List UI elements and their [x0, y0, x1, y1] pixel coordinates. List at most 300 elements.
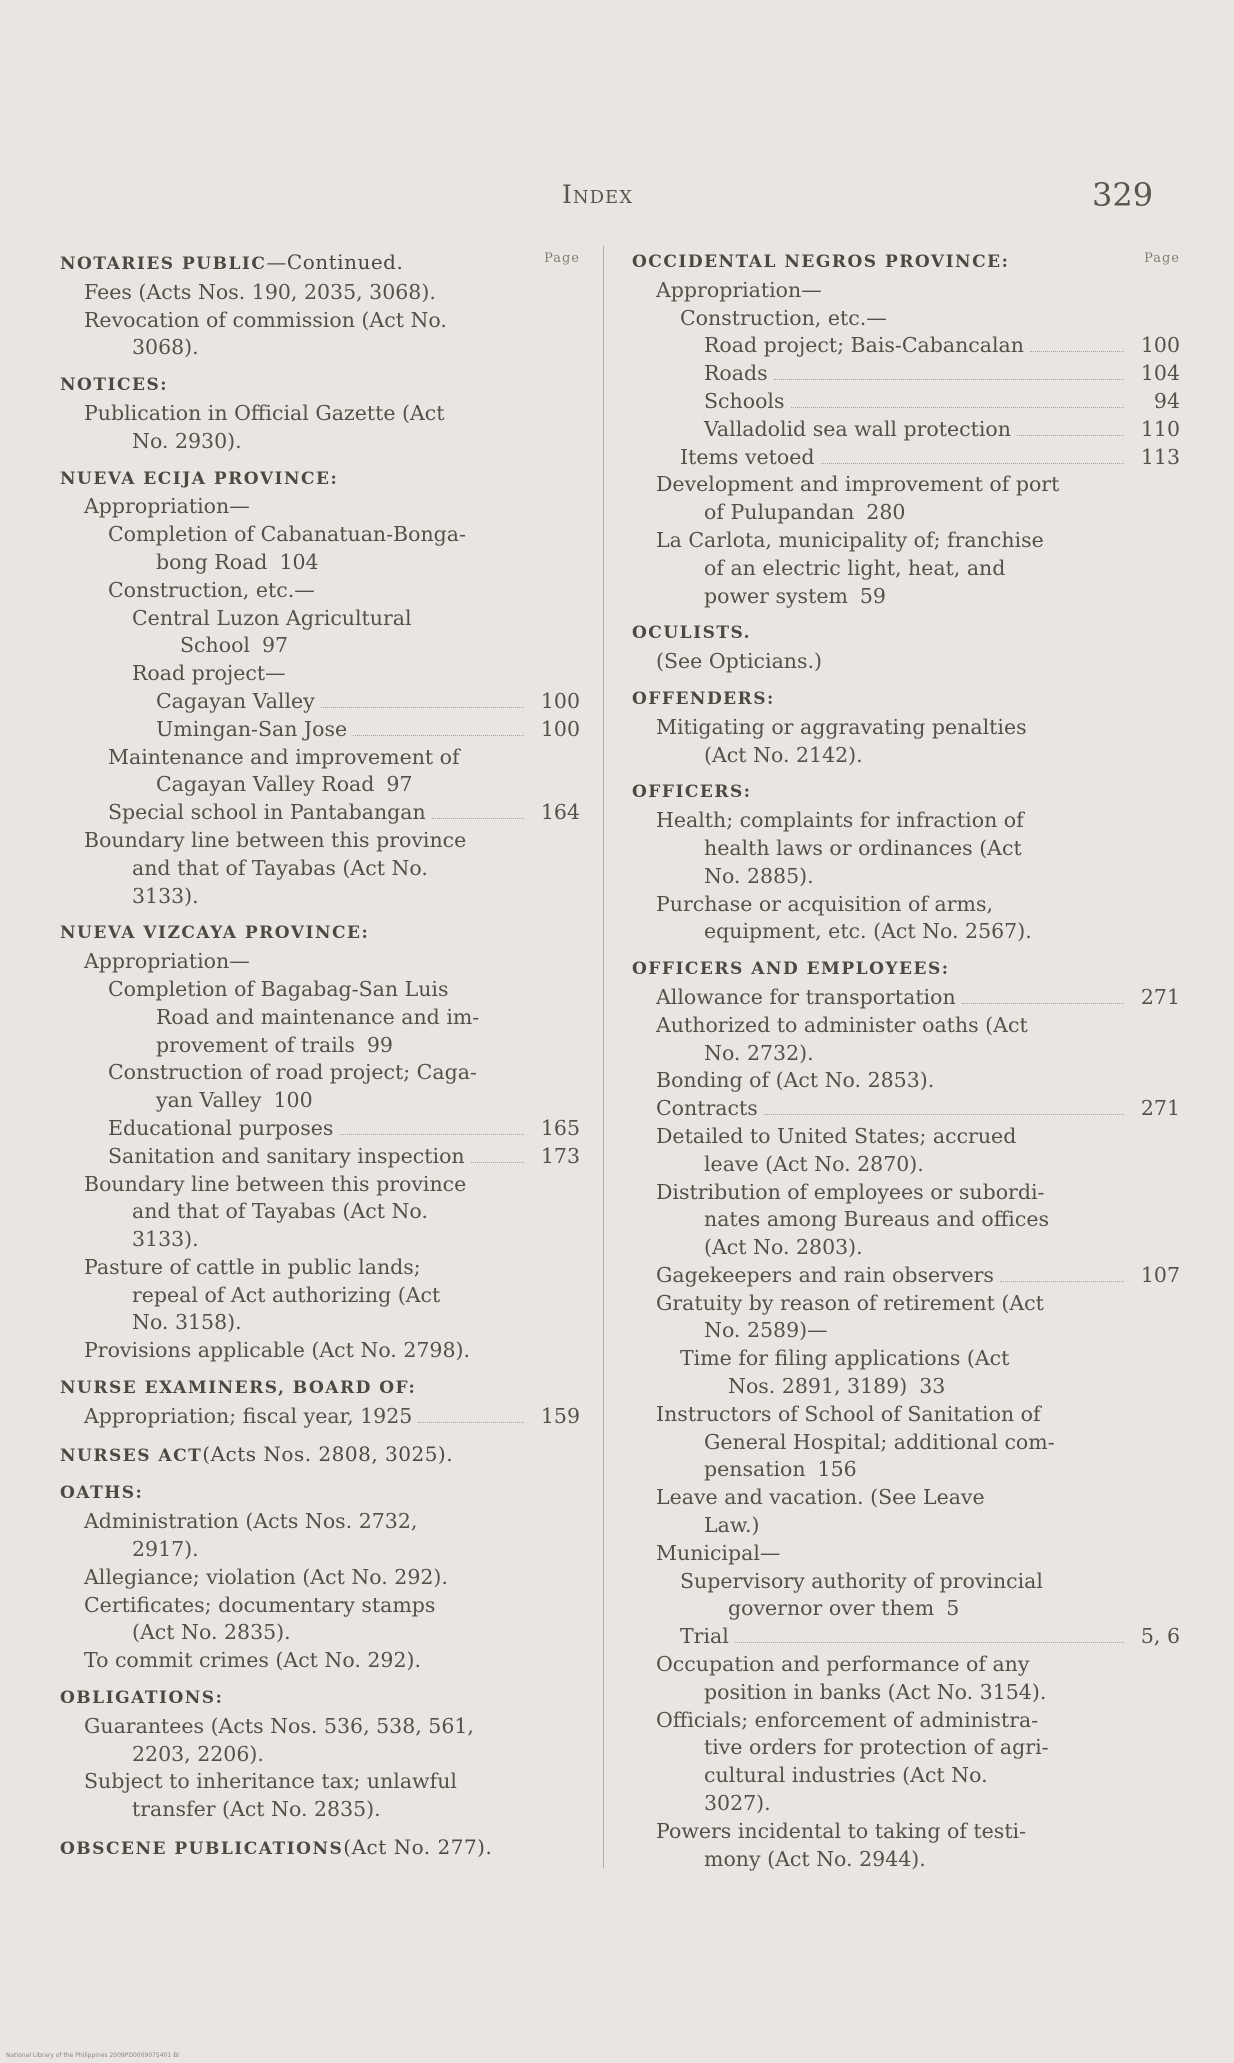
leader-dots [735, 1642, 1124, 1643]
entry-text: Completion of Cabanatuan-Bonga- [108, 522, 466, 547]
entry-line [680, 444, 1180, 472]
index-entry [60, 1171, 580, 1254]
footer-credit: National Library of the Philippines 2009PD0009075401 BI [6, 2052, 179, 2059]
heading-text: OBSCENE PUBLICATIONS [60, 1839, 344, 1860]
entry-line [656, 1151, 1180, 1179]
entry-line [84, 855, 580, 883]
entry-line [656, 1707, 1180, 1735]
entry-text: Purchase or acquisition of arms, [656, 891, 993, 916]
index-entry [60, 1592, 580, 1648]
index-heading [632, 686, 1180, 714]
heading-text: NURSE EXAMINERS, BOARD OF: [60, 1378, 417, 1399]
page-reference: 97 [261, 633, 289, 658]
index-entry [632, 1540, 1180, 1568]
index-entry [632, 1707, 1180, 1818]
index-entry [60, 799, 580, 827]
page-reference: 164 [540, 800, 580, 825]
entry-text: Road project— [132, 661, 286, 686]
index-entry [60, 688, 580, 716]
index-heading [60, 1834, 580, 1864]
entry-line [656, 1206, 1180, 1234]
entry-line [656, 499, 1180, 527]
heading-text: OFFENDERS: [632, 688, 775, 709]
entry-line [656, 471, 1180, 499]
entry-line [84, 1647, 580, 1675]
page-reference: 5 [946, 1596, 960, 1621]
entry-text: Authorized to administer oaths (Act [656, 1012, 1028, 1037]
leader-dots [764, 1114, 1124, 1115]
entry-line [656, 1651, 1180, 1679]
entry-line [656, 1401, 1180, 1429]
index-entry [632, 1818, 1180, 1874]
entry-line [656, 863, 1180, 891]
index-entry [632, 527, 1180, 610]
entry-line [84, 1592, 580, 1620]
index-entry [60, 279, 580, 307]
index-entry [60, 1254, 580, 1337]
index-heading [60, 1441, 580, 1471]
index-entry [60, 976, 580, 1059]
heading-text: OATHS: [60, 1483, 144, 1504]
index-heading [632, 779, 1180, 807]
entry-text: Development and improvement of port [656, 472, 1060, 497]
index-entry [632, 332, 1180, 360]
entry-text: Schools [704, 388, 785, 413]
leader-dots [1000, 1281, 1124, 1282]
entry-line [132, 660, 580, 688]
index-entry [632, 1623, 1180, 1651]
entry-text: No. 3158). [132, 1310, 242, 1335]
entry-line [680, 305, 1180, 333]
entry-line [656, 1123, 1180, 1151]
index-entry [632, 1012, 1180, 1068]
index-entry [60, 1768, 580, 1824]
page-reference: 97 [386, 772, 413, 797]
page-reference: 100 [1140, 333, 1180, 358]
index-entry [632, 416, 1180, 444]
entry-line [84, 1254, 580, 1282]
entry-text: 3068). [132, 335, 199, 360]
entry-line [656, 648, 1180, 676]
entry-line [84, 1309, 580, 1337]
entry-line [156, 716, 580, 744]
entry-line [656, 1734, 1180, 1762]
index-entry [632, 1345, 1180, 1401]
index-entry [632, 807, 1180, 890]
entry-text: Roads [704, 361, 768, 386]
entry-line [84, 1796, 580, 1824]
index-entry [60, 400, 580, 456]
entry-line [680, 1373, 1180, 1401]
right-column [632, 243, 1180, 1873]
entry-text: Maintenance and improvement of [108, 744, 460, 769]
heading-tail: (Acts Nos. 2808, 3025). [202, 1441, 454, 1466]
page-reference: 159 [540, 1403, 580, 1428]
entry-text: mony (Act No. 2944). [704, 1846, 926, 1871]
page-reference: 100 [540, 688, 580, 713]
index-entry [632, 1651, 1180, 1707]
entry-line [84, 307, 580, 335]
page-reference: 100 [273, 1088, 313, 1113]
entry-text: (See Opticians.) [656, 649, 823, 674]
entry-text: position in banks (Act No. 3154). [704, 1679, 1047, 1704]
page-reference: 165 [540, 1115, 580, 1140]
entry-text: La Carlota, municipality of; franchise [656, 527, 1044, 552]
entry-line [84, 1564, 580, 1592]
page-reference: 5, 6 [1140, 1624, 1180, 1649]
entry-text: Pasture of cattle in public lands; [84, 1254, 421, 1279]
entry-line [84, 279, 580, 307]
index-entry [60, 577, 580, 605]
right-index-list [632, 249, 1180, 1873]
entry-line [656, 714, 1180, 742]
index-entry [632, 714, 1180, 770]
entry-line [656, 1179, 1180, 1207]
entry-text: Sanitation and sanitary inspection [108, 1143, 465, 1168]
entry-text: cultural industries (Act No. [704, 1763, 988, 1788]
entry-line [84, 1403, 580, 1431]
entry-line [84, 1713, 580, 1741]
entry-text: Powers incidental to taking of testi- [656, 1818, 1027, 1843]
page-reference: 107 [1140, 1262, 1180, 1287]
index-entry [632, 444, 1180, 472]
page-reference: 99 [366, 1032, 393, 1057]
entry-line [84, 883, 580, 911]
heading-text: NOTICES: [60, 375, 168, 396]
heading-text: OFFICERS: [632, 782, 752, 803]
index-entry [632, 1262, 1180, 1290]
entry-text: Publication in Official Gazette (Act [84, 400, 445, 425]
entry-line [108, 1032, 580, 1060]
entry-line [656, 1317, 1180, 1345]
heading-text: OCCIDENTAL NEGROS PROVINCE: [632, 252, 1010, 272]
index-entry [632, 984, 1180, 1012]
entry-text: Subject to inheritance tax; unlawful [84, 1769, 457, 1794]
entry-text: Instructors of School of Sanitation of [656, 1401, 1041, 1426]
entry-line [84, 1198, 580, 1226]
entry-line [84, 1741, 580, 1769]
index-heading [632, 249, 1180, 277]
entry-line [84, 428, 580, 456]
index-entry [632, 891, 1180, 947]
entry-line [108, 577, 580, 605]
index-entry [632, 1484, 1180, 1540]
index-entry [60, 1508, 580, 1564]
entry-line [132, 605, 580, 633]
entry-line [84, 493, 580, 521]
entry-text: equipment, etc. (Act No. 2567). [704, 919, 1032, 944]
page-reference: 104 [279, 549, 319, 574]
entry-text: Detailed to United States; accrued [656, 1123, 1017, 1148]
page-reference: 94 [1153, 388, 1180, 413]
entry-text: Road project; Bais-Cabancalan [704, 333, 1024, 358]
index-heading [632, 620, 1180, 648]
entry-text: power system [704, 583, 848, 608]
entry-text: Appropriation; fiscal year, 1925 [84, 1403, 413, 1428]
entry-line [704, 388, 1180, 416]
entry-line [84, 1768, 580, 1796]
entry-text: Revocation of commission (Act No. [84, 307, 447, 332]
index-entry [60, 744, 580, 800]
entry-text: Gagekeepers and rain observers [656, 1262, 994, 1287]
entry-text: Occupation and performance of any [656, 1652, 1030, 1677]
heading-tail: (Act No. 277). [343, 1835, 493, 1860]
index-entry [632, 388, 1180, 416]
entry-line [656, 1679, 1180, 1707]
page-reference: 100 [540, 716, 580, 741]
page-header [0, 176, 1234, 216]
entry-line [704, 332, 1180, 360]
entry-line [656, 555, 1180, 583]
index-entry [632, 471, 1180, 527]
index-entry [632, 1067, 1180, 1095]
index-entry [632, 305, 1180, 333]
entry-line [656, 1818, 1180, 1846]
index-entry [60, 493, 580, 521]
index-heading [60, 920, 580, 948]
entry-text: 3027). [704, 1791, 771, 1816]
index-entry [60, 1713, 580, 1769]
leader-dots [418, 1422, 524, 1423]
entry-line [108, 549, 580, 577]
index-heading [60, 466, 580, 494]
entry-line [84, 827, 580, 855]
entry-line [84, 400, 580, 428]
entry-line [84, 1536, 580, 1564]
entry-text: Law.) [704, 1513, 760, 1538]
entry-text: pensation [704, 1457, 806, 1482]
page-reference: 271 [1140, 1096, 1180, 1121]
index-entry [60, 1647, 580, 1675]
entry-text: Appropriation— [656, 277, 822, 302]
entry-text: Appropriation— [84, 949, 250, 974]
leader-dots [1017, 435, 1124, 436]
index-entry [60, 605, 580, 661]
page-number: 329 [1092, 176, 1154, 214]
entry-text: Cagayan Valley Road [156, 772, 375, 797]
entry-line [656, 835, 1180, 863]
entry-text: Mitigating or aggravating penalties [656, 714, 1027, 739]
index-entry [632, 1179, 1180, 1262]
entry-line [656, 1540, 1180, 1568]
entry-line [656, 1234, 1180, 1262]
page-reference: 173 [540, 1143, 580, 1168]
leader-dots [962, 1003, 1124, 1004]
entry-text: Gratuity by reason of retirement (Act [656, 1290, 1044, 1315]
leader-dots [432, 818, 524, 819]
index-entry [632, 1095, 1180, 1123]
entry-text: 3133). [132, 1227, 199, 1252]
entry-text: Construction, etc.— [108, 577, 315, 602]
entry-text: Umingan-San Jose [156, 716, 348, 741]
heading-text: NOTARIES PUBLIC [60, 254, 267, 274]
index-entry [60, 1403, 580, 1431]
entry-line [680, 1623, 1180, 1651]
entry-text: Central Luzon Agricultural [132, 605, 412, 630]
page-column-label: Page [544, 251, 580, 266]
entry-line [656, 1290, 1180, 1318]
entry-line [656, 583, 1180, 611]
entry-line [656, 891, 1180, 919]
entry-line [84, 1337, 580, 1365]
entry-line [656, 1790, 1180, 1818]
index-entry [60, 1143, 580, 1171]
entry-text: Appropriation— [84, 494, 250, 519]
entry-line [704, 360, 1180, 388]
page-reference: 156 [817, 1457, 857, 1482]
left-index-list [60, 249, 580, 1864]
index-entry [632, 1568, 1180, 1624]
entry-text: Health; complaints for infraction of [656, 808, 1024, 833]
entry-text: To commit crimes (Act No. 292). [84, 1648, 422, 1673]
index-entry [60, 1115, 580, 1143]
entry-line [108, 521, 580, 549]
entry-line [108, 1059, 580, 1087]
entry-text: Fees (Acts Nos. 190, 2035, 3068). [84, 279, 436, 304]
entry-line [680, 1595, 1180, 1623]
index-entry [632, 277, 1180, 305]
entry-line [656, 1012, 1180, 1040]
entry-line [156, 688, 580, 716]
entry-text: 2917). [132, 1537, 199, 1562]
entry-text: 2203, 2206). [132, 1741, 264, 1766]
entry-line [656, 807, 1180, 835]
heading-text: OCULISTS. [632, 623, 752, 644]
entry-text: (Act No. 2835). [132, 1620, 291, 1645]
entry-text: Special school in Pantabangan [108, 800, 426, 825]
entry-line [656, 1456, 1180, 1484]
entry-text: No. 2930). [132, 428, 242, 453]
entry-line [108, 1004, 580, 1032]
entry-text: yan Valley [156, 1088, 262, 1113]
entry-text: Certificates; documentary stamps [84, 1592, 436, 1617]
entry-text: General Hospital; additional com- [704, 1429, 1055, 1454]
page-reference: 113 [1140, 444, 1180, 469]
entry-text: tive orders for protection of agri- [704, 1735, 1049, 1760]
entry-text: transfer (Act No. 2835). [132, 1797, 381, 1822]
entry-text: Educational purposes [108, 1115, 334, 1140]
entry-line [656, 1762, 1180, 1790]
column-divider [603, 246, 604, 1868]
entry-line [656, 277, 1180, 305]
entry-text: bong Road [156, 549, 268, 574]
entry-text: Boundary line between this province [84, 827, 467, 852]
heading-text: OBLIGATIONS: [60, 1688, 224, 1709]
entry-line [656, 984, 1180, 1012]
left-column [60, 243, 580, 1864]
index-heading [60, 1375, 580, 1403]
entry-text: and that of Tayabas (Act No. [132, 1199, 428, 1224]
heading-suffix: —Continued. [266, 250, 404, 274]
entry-line [108, 799, 580, 827]
index-entry [60, 1564, 580, 1592]
index-heading [60, 1685, 580, 1713]
page-column-label: Page [1144, 251, 1180, 266]
entry-line [84, 1282, 580, 1310]
index-entry [60, 660, 580, 688]
index-entry [60, 521, 580, 577]
entry-text: (Act No. 2142). [704, 742, 863, 767]
entry-text: health laws or ordinances (Act [704, 835, 1022, 860]
page-reference: 280 [866, 500, 906, 525]
entry-text: repeal of Act authorizing (Act [132, 1282, 441, 1307]
entry-text: Construction of road project; Caga- [108, 1060, 477, 1085]
leader-dots [321, 707, 524, 708]
entry-line [656, 527, 1180, 555]
index-entry [60, 827, 580, 910]
entry-line [84, 948, 580, 976]
entry-line [108, 1087, 580, 1115]
entry-line [680, 1345, 1180, 1373]
entry-text: Allowance for transportation [656, 984, 956, 1009]
index-entry [632, 1401, 1180, 1484]
index-entry [60, 1059, 580, 1115]
entry-text: nates among Bureaus and offices [704, 1207, 1049, 1232]
index-entry [632, 648, 1180, 676]
entry-line [704, 416, 1180, 444]
entry-text: Distribution of employees or subordi- [656, 1179, 1045, 1204]
entry-text: Administration (Acts Nos. 2732, [84, 1509, 418, 1534]
entry-line [656, 1067, 1180, 1095]
entry-line [108, 976, 580, 1004]
entry-line [132, 632, 580, 660]
index-heading [60, 1480, 580, 1508]
entry-text: Provisions applicable (Act No. 2798). [84, 1338, 471, 1363]
entry-text: Officials; enforcement of administra- [656, 1707, 1039, 1732]
leader-dots [821, 463, 1125, 464]
entry-line [108, 744, 580, 772]
index-entry [60, 716, 580, 744]
index-entry [632, 360, 1180, 388]
index-heading [60, 372, 580, 400]
entry-line [656, 742, 1180, 770]
entry-text: Time for filing applications (Act [680, 1346, 1010, 1371]
entry-text: leave (Act No. 2870). [704, 1151, 924, 1176]
index-heading [60, 249, 580, 279]
entry-text: Boundary line between this province [84, 1171, 467, 1196]
entry-line [84, 1226, 580, 1254]
entry-text: School [180, 633, 250, 658]
heading-text: OFFICERS AND EMPLOYEES: [632, 959, 950, 980]
page-title: Index [562, 180, 634, 209]
entry-text: provement of trails [156, 1032, 355, 1057]
entry-line [656, 1262, 1180, 1290]
entry-line [656, 1484, 1180, 1512]
entry-text: Valladolid sea wall protection [704, 416, 1011, 441]
entry-text: Contracts [656, 1096, 758, 1121]
leader-dots [471, 1162, 524, 1163]
entry-text: Cagayan Valley [156, 688, 315, 713]
entry-text: Road and maintenance and im- [156, 1004, 480, 1029]
entry-line [656, 1040, 1180, 1068]
entry-text: No. 2589)— [704, 1318, 828, 1343]
entry-line [656, 1095, 1180, 1123]
entry-text: 3133). [132, 883, 199, 908]
index-entry [60, 1337, 580, 1365]
entry-text: Items vetoed [680, 444, 815, 469]
entry-text: Supervisory authority of provincial [680, 1568, 1043, 1593]
entry-text: Construction, etc.— [680, 305, 887, 330]
entry-text: of Pulupandan [704, 500, 855, 525]
leader-dots [339, 1134, 524, 1135]
index-heading [632, 956, 1180, 984]
index-entry [632, 1290, 1180, 1346]
entry-line [108, 771, 580, 799]
entry-line [84, 334, 580, 362]
entry-text: No. 2732). [704, 1040, 814, 1065]
index-entry [632, 1123, 1180, 1179]
entry-line [84, 1508, 580, 1536]
